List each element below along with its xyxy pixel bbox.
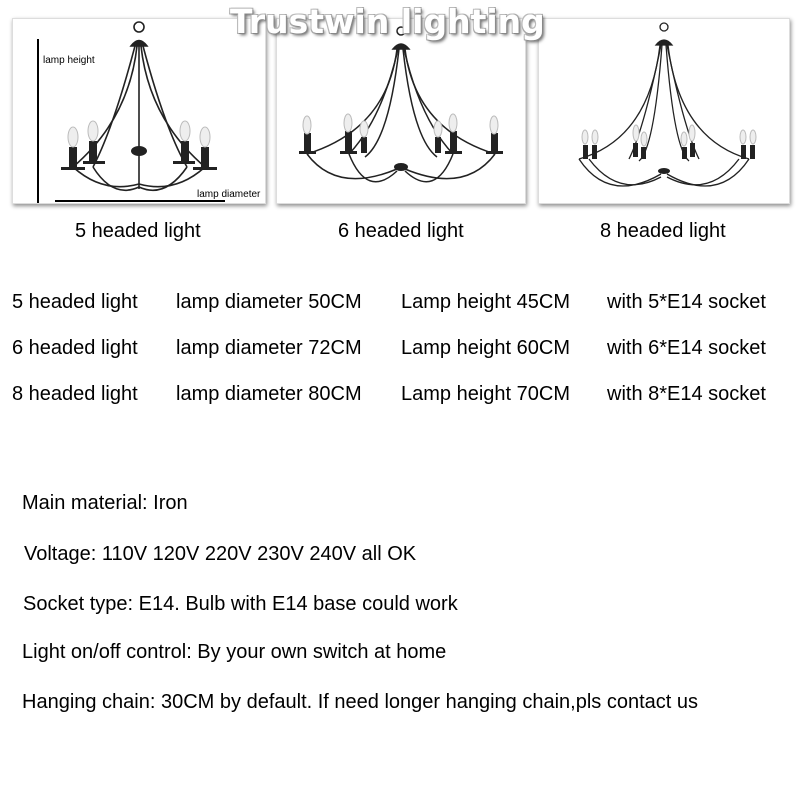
feature-switch-control: Light on/off control: By your own switch at home [22,641,447,663]
chandelier-6-icon [277,19,525,203]
caption-8-headed: 8 headed light [600,220,726,242]
feature-hanging-chain: Hanging chain: 30CM by default. If need longer hanging chain,pls contact us [22,691,698,713]
spec-socket: with 6*E14 socket [607,337,766,359]
spec-socket: with 8*E14 socket [607,383,766,405]
caption-6-headed: 6 headed light [338,220,464,242]
spec-row [0,337,800,363]
spec-name: 6 headed light [12,337,138,359]
spec-height: Lamp height 45CM [401,291,570,313]
spec-diameter: lamp diameter 72CM [176,337,362,359]
spec-diameter: lamp diameter 50CM [176,291,362,313]
watermark-logo: Trustwin lighting [230,2,545,41]
product-image-6-headed [276,18,526,204]
spec-diameter: lamp diameter 80CM [176,383,362,405]
chandelier-8-icon [539,19,789,203]
lamp-height-label: lamp height [43,55,95,66]
feature-socket-type: Socket type: E14. Bulb with E14 base could work [23,593,458,615]
chandelier-5-icon [13,19,265,203]
product-image-5-headed [12,18,266,204]
spec-row [0,383,800,409]
feature-voltage: Voltage: 110V 120V 220V 230V 240V all OK [24,543,417,565]
spec-height: Lamp height 60CM [401,337,570,359]
product-image-8-headed [538,18,790,204]
lamp-diameter-label: lamp diameter [197,189,261,200]
spec-socket: with 5*E14 socket [607,291,766,313]
spec-name: 5 headed light [12,291,138,313]
caption-5-headed: 5 headed light [75,220,201,242]
spec-row [0,291,800,317]
spec-height: Lamp height 70CM [401,383,570,405]
spec-name: 8 headed light [12,383,138,405]
feature-material: Main material: Iron [22,492,188,514]
